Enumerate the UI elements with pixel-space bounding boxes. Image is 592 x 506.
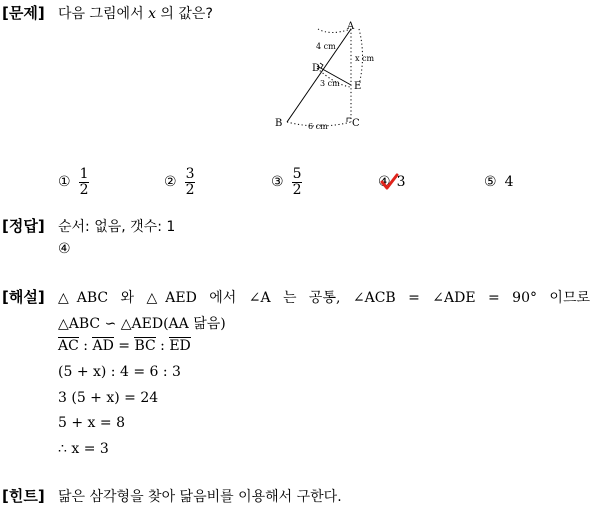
- choice-1[interactable]: ① $\frac{1}{2}$: [58, 165, 89, 198]
- choice-3-fraction: $\frac{5}{2}$: [292, 165, 302, 198]
- solution-line-1: △ABC 와 △AED 에서 ∠A 는 공통, ∠ACB = ∠ADE = 90° 이므로: [58, 290, 590, 306]
- choice-4-value: 3: [396, 174, 406, 190]
- right-angle-c: [347, 118, 351, 122]
- length-bc: 6 cm: [308, 122, 328, 131]
- answer-label: [정답]: [2, 217, 45, 235]
- solution-line-2: △ABC ∽ △AED(AA 닮음): [58, 316, 226, 332]
- answer-line-2: ④: [58, 241, 71, 257]
- right-angle-d: [320, 63, 323, 68]
- point-a: A: [347, 21, 355, 32]
- check-mark-icon: [379, 172, 399, 192]
- point-d: D: [312, 63, 321, 74]
- choice-2[interactable]: ② $\frac{3}{2}$: [164, 165, 195, 198]
- choice-3[interactable]: ③ $\frac{5}{2}$: [271, 165, 302, 198]
- choice-4[interactable]: ④ 3: [378, 174, 406, 190]
- problem-label: [문제]: [2, 4, 45, 22]
- choice-2-fraction: $\frac{3}{2}$: [185, 165, 195, 198]
- length-ad: 4 cm: [316, 42, 336, 51]
- hint-text: 닮은 삼각형을 찾아 닮음비를 이용해서 구한다.: [58, 489, 342, 505]
- choice-1-fraction: $\frac{1}{2}$: [79, 165, 89, 198]
- point-b: B: [275, 118, 283, 129]
- length-ce: x cm: [355, 54, 375, 63]
- solution-line-7: ∴ x = 3: [58, 441, 109, 457]
- question-text: 다음 그림에서 x 의 값은?: [58, 6, 213, 22]
- choice-5[interactable]: ⑤ 4: [484, 174, 514, 190]
- point-c: C: [352, 118, 360, 129]
- hint-label: [힌트]: [2, 487, 45, 505]
- solution-line-4: (5 + x) : 4 = 6 : 3: [58, 364, 181, 380]
- point-e: E: [354, 81, 362, 92]
- solution-line-3: AC : AD = BC : ED: [58, 338, 191, 354]
- triangle-figure: [270, 18, 390, 134]
- solution-label: [해설]: [2, 288, 45, 306]
- solution-line-6: 5 + x = 8: [58, 415, 125, 431]
- solution-line-5: 3 (5 + x) = 24: [58, 390, 159, 406]
- choice-5-value: 4: [504, 174, 514, 190]
- answer-line-1: 순서: 없음, 갯수: 1: [58, 219, 176, 235]
- length-de: 3 cm: [320, 79, 340, 88]
